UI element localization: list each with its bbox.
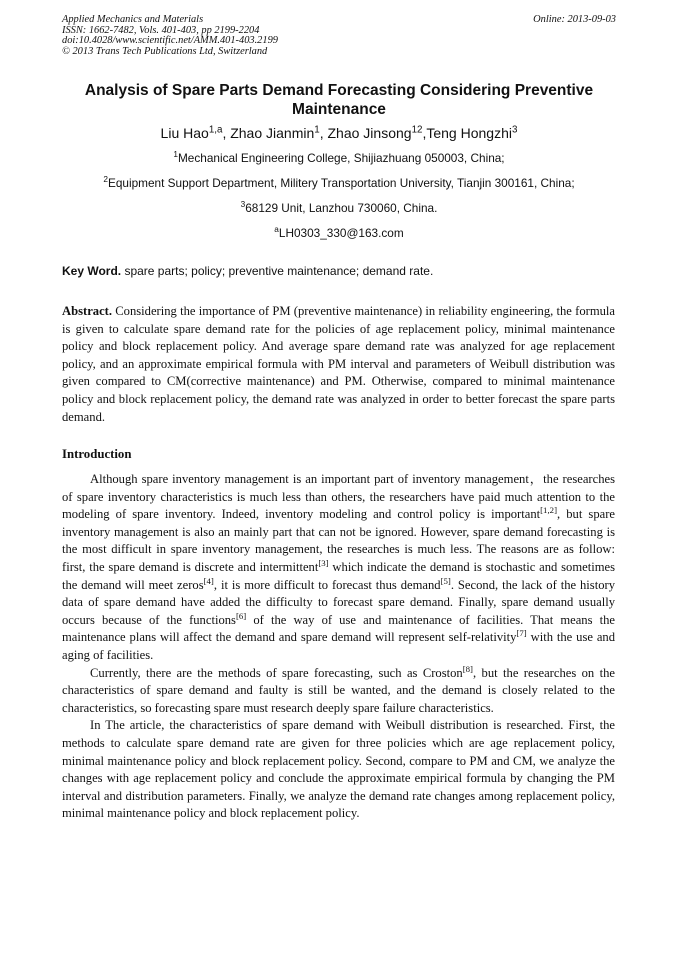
affiliation-mark: 2: [103, 175, 108, 185]
affiliation-text: Mechanical Engineering College, Shijiazhuang 050003, China;: [177, 151, 505, 165]
citation-mark: [6]: [235, 610, 247, 621]
email-line: [40, 226, 638, 240]
paragraph-text: of the way of use and maintenance of facilities. That means the maintenance plans will affect the demand and spare demand will represent self-relativity: [62, 612, 616, 645]
author-separator: ,: [422, 125, 427, 141]
paragraph-text: . Second, the lack of the history data of spare demand have added the difficulty to forecast spare demand. Finally, spare demand usually occurs because of the functions: [62, 577, 615, 627]
paragraph-text: , but the researches on the characteristics of spare demand and faulty is still be wanted, and the demand is closely related to the characteristics, so forecasting spare must research deeply spare failure characteristics.: [62, 665, 615, 715]
author-name: Zhao Jianmin: [230, 125, 315, 141]
paragraph-text: Although spare inventory management is an important part of inventory management，the researches of spare inventory characteristics is much less than others, the researchers have paid much attention to the modeling of spare inventory. Indeed, inventory modeling and control policy is important: [62, 472, 615, 522]
abstract-text: Considering the importance of PM (preventive maintenance) in reliability engineering, the formula is given to calculate spare demand rate for the policies of age replacement policy, minimal maintenance policy and block replacement policy. And average spare demand rate was analyzed for age replacement policy, and an approximate empirical formula with PM interval and parameters of Weibull distribution was given compared to CM(corrective maintenance) and PM. Otherwise, compared to minimal maintenance policy and block replacement policy, the demand rate was analyzed in order to better forecast the spare parts demand.: [62, 304, 615, 424]
keywords-line: [62, 264, 616, 279]
author-affiliation-mark: 1,a: [208, 124, 223, 136]
intro-paragraph-1: [62, 471, 615, 665]
citation-mark: [1,2]: [540, 505, 558, 515]
keywords-text: spare parts; policy; preventive maintenance; demand rate.: [121, 264, 434, 278]
affiliation-mark: 1: [173, 150, 178, 160]
issn-line: ISSN: 1662-7482, Vols. 401-403, pp 2199-2204: [62, 24, 260, 36]
affiliation-text: 68129 Unit, Lanzhou 730060, China.: [245, 201, 438, 215]
citation-mark: [5]: [440, 575, 451, 586]
affiliation-mark: 3: [240, 200, 246, 210]
email-mark: a: [274, 225, 279, 235]
paragraph-text: with the use and aging of facilities.: [62, 630, 616, 662]
introduction-body: [62, 471, 615, 823]
citation-mark: [4]: [203, 575, 214, 586]
online-date: Online: 2013-09-03: [533, 14, 616, 25]
author-name: Teng Hongzhi: [426, 125, 512, 141]
paper-title: Analysis of Spare Parts Demand Forecasting Considering Preventive Maintenance: [84, 82, 594, 118]
intro-paragraph-2: [62, 665, 615, 718]
citation-mark: [7]: [516, 628, 527, 639]
author-separator: ,: [222, 125, 231, 141]
email-address: LH0303_330@163.com: [278, 226, 404, 240]
author-affiliation-mark: 1: [314, 124, 320, 136]
paragraph-text: In The article, the characteristics of spare demand with Weibull distribution is researched. First, the methods to calculate spare demand rate are given for three policies which are age replacement policy, minimal maintenance policy and block replacement policy. Second, compare to PM and CM, we analyze the changes with age replacement policy and conclude the approximate empirical formula by changing the PM interval and distribution parameters. Finally, we analyze the demand rate changes among replacement policy, minimal maintenance policy and block replacement policy.: [62, 718, 615, 821]
paragraph-text: , it is more difficult to forecast thus demand: [213, 577, 441, 592]
author-affiliation-mark: 12: [411, 124, 423, 136]
paragraph-text: which indicate the demand is stochastic and sometimes the demand will meet zeros: [62, 559, 615, 592]
affiliation-3: [40, 201, 638, 215]
paragraph-text: , but spare inventory management is also an mainly part that can not be ignored. However, spare demand forecasting is the most difficult in spare inventory management, the researches is much less. The reasons are as follow: first, the spare demand is discrete and intermittent: [62, 507, 615, 574]
author-list: [62, 125, 616, 142]
affiliation-text: Equipment Support Department, Militery Transportation University, Tianjin 300161, China;: [107, 176, 575, 190]
affiliation-2: [40, 176, 638, 190]
journal-header: [62, 15, 616, 57]
author-separator: ,: [319, 125, 328, 141]
journal-name: Applied Mechanics and Materials: [62, 14, 204, 25]
paragraph-text: Currently, there are the methods of spare forecasting, such as Croston: [90, 665, 463, 680]
doi-line: doi:10.4028/www.scientific.net/AMM.401-403.2199: [62, 35, 278, 46]
intro-paragraph-3: [62, 717, 615, 823]
author-affiliation-mark: 3: [511, 124, 518, 136]
copyright-line: © 2013 Trans Tech Publications Ltd, Switzerland: [62, 45, 268, 57]
keywords-label: Key Word.: [62, 264, 122, 278]
author-name: Zhao Jinsong: [327, 125, 412, 141]
abstract: [62, 303, 615, 426]
affiliation-1: [40, 151, 638, 165]
author-name: Liu Hao: [160, 125, 209, 141]
citation-mark: [3]: [318, 557, 329, 568]
section-heading-introduction: Introduction: [62, 447, 132, 461]
abstract-label: Abstract.: [62, 304, 113, 318]
citation-mark: [8]: [462, 663, 473, 674]
